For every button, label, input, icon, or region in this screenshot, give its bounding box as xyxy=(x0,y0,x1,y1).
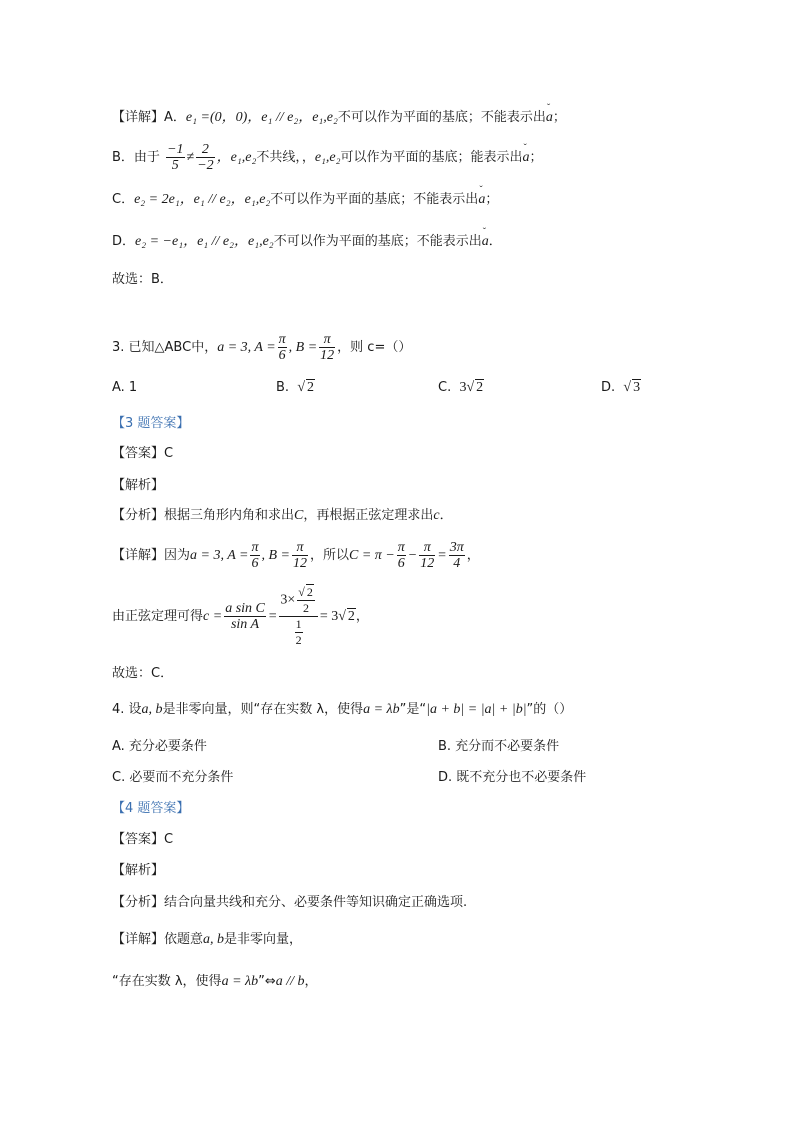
vector-a: ˇ a xyxy=(478,190,485,210)
q4-analysis-header: 【解析】 xyxy=(112,863,165,878)
fraction: $\frac{-1}{5}$ xyxy=(167,142,184,173)
math-expression: e₁ =(0，0)，e₁ // e₂，e₁,e₂ xyxy=(185,110,338,125)
fraction: $\frac{2}{-2}$ xyxy=(197,142,214,173)
vector-a: ˇ a xyxy=(546,108,553,128)
q4-equivalence: “存在实数 λ，使得a = λb”⇔a // b， xyxy=(112,974,318,989)
q3-law-of-sines: 由正弦定理可得c = $\frac{\text{a sin C}}{\text{sin A}}$ = 3× $\frac{√ 2}{2}$ $\frac{1}{2}$ = 3√ 2， xyxy=(112,585,369,647)
q4-option-d: D. 既不充分也不必要条件 xyxy=(438,770,587,785)
q3-choose: 故选：C． xyxy=(112,666,174,681)
q2-detail-d: D．e₂ = −e₁，e₁ // e₂，e₁,e₂不可以作为平面的基底；不能表示出ˇ a． xyxy=(112,232,502,252)
math-expression: e₂ = −e₁，e₁ // e₂，e₁,e₂ xyxy=(135,234,274,249)
math-expression: e₂ = 2e₁，e₁ // e₂，e₁,e₂ xyxy=(134,192,271,207)
q3-answer: 【答案】C xyxy=(112,446,174,461)
q4-option-c: C. 必要而不充分条件 xyxy=(112,770,234,785)
q2-detail-b: B．由于 $\frac{-1}{5}$ ≠ $\frac{2}{-2}$ ，e₁,e₂不共线，，e₁,e₂可以作为平面的基底；能表示出ˇ a； xyxy=(112,142,543,174)
q4-option-a: A. 充分必要条件 xyxy=(112,739,207,754)
q2-detail-a: 【详解】A．e₁ =(0，0)，e₁ // e₂，e₁,e₂不可以作为平面的基底；不能表示出ˇ a； xyxy=(112,108,566,128)
q4-detail: 【详解】依题意a, b是非零向量， xyxy=(112,932,303,947)
q3-analysis-header: 【解析】 xyxy=(112,478,165,493)
vector-a: ˇ a xyxy=(482,232,489,252)
q2-detail-c: C．e₂ = 2e₁，e₁ // e₂，e₁,e₂不可以作为平面的基底；不能表示出ˇ a； xyxy=(112,190,498,210)
vector-a: ˇ a xyxy=(523,142,530,174)
q3-answer-header: 【3 题答案】 xyxy=(112,416,190,431)
detail-tag: 【详解】 xyxy=(112,110,165,125)
q4-answer-header: 【4 题答案】 xyxy=(112,801,190,816)
q3-option-a: A. 1 xyxy=(112,380,138,395)
q3-fenxi: 【分析】根据三角形内角和求出C，再根据正弦定理求出c． xyxy=(112,508,453,523)
q3-stem: 3. 已知△ABC中，a = 3, A = $\frac{\pi}{6}$ , B = $\frac{\pi}{12}$ ，则 c=（） xyxy=(112,332,412,363)
q4-fenxi: 【分析】结合向量共线和充分、必要条件等知识确定正确选项. xyxy=(112,895,468,910)
q3-detail: 【详解】因为a = 3, A = $\frac{\pi}{6}$ , B = $\frac{\pi}{12}$ ，所以C = π − $\frac{\pi}{6}$ − $\frac{\pi}{12}$ = $\frac{3\pi}{4}$ ， xyxy=(112,540,480,571)
q4-option-b: B. 充分而不必要条件 xyxy=(438,739,560,754)
fraction: $\frac{\pi}{6}$ xyxy=(278,332,286,363)
q3-option-b: B. √ 2 xyxy=(276,380,315,395)
fraction: $\frac{\pi}{12}$ xyxy=(320,332,335,363)
q4-stem: 4. 设a, b是非零向量，则“存在实数 λ，使得a = λb”是“|a + b| = |a| + |b|”的（） xyxy=(112,702,573,717)
q2-choose: 故选：B． xyxy=(112,272,173,287)
q3-option-c: C. 3√ 2 xyxy=(438,380,484,395)
q3-option-d: D. √ 3 xyxy=(601,380,641,395)
q4-answer: 【答案】C xyxy=(112,832,174,847)
